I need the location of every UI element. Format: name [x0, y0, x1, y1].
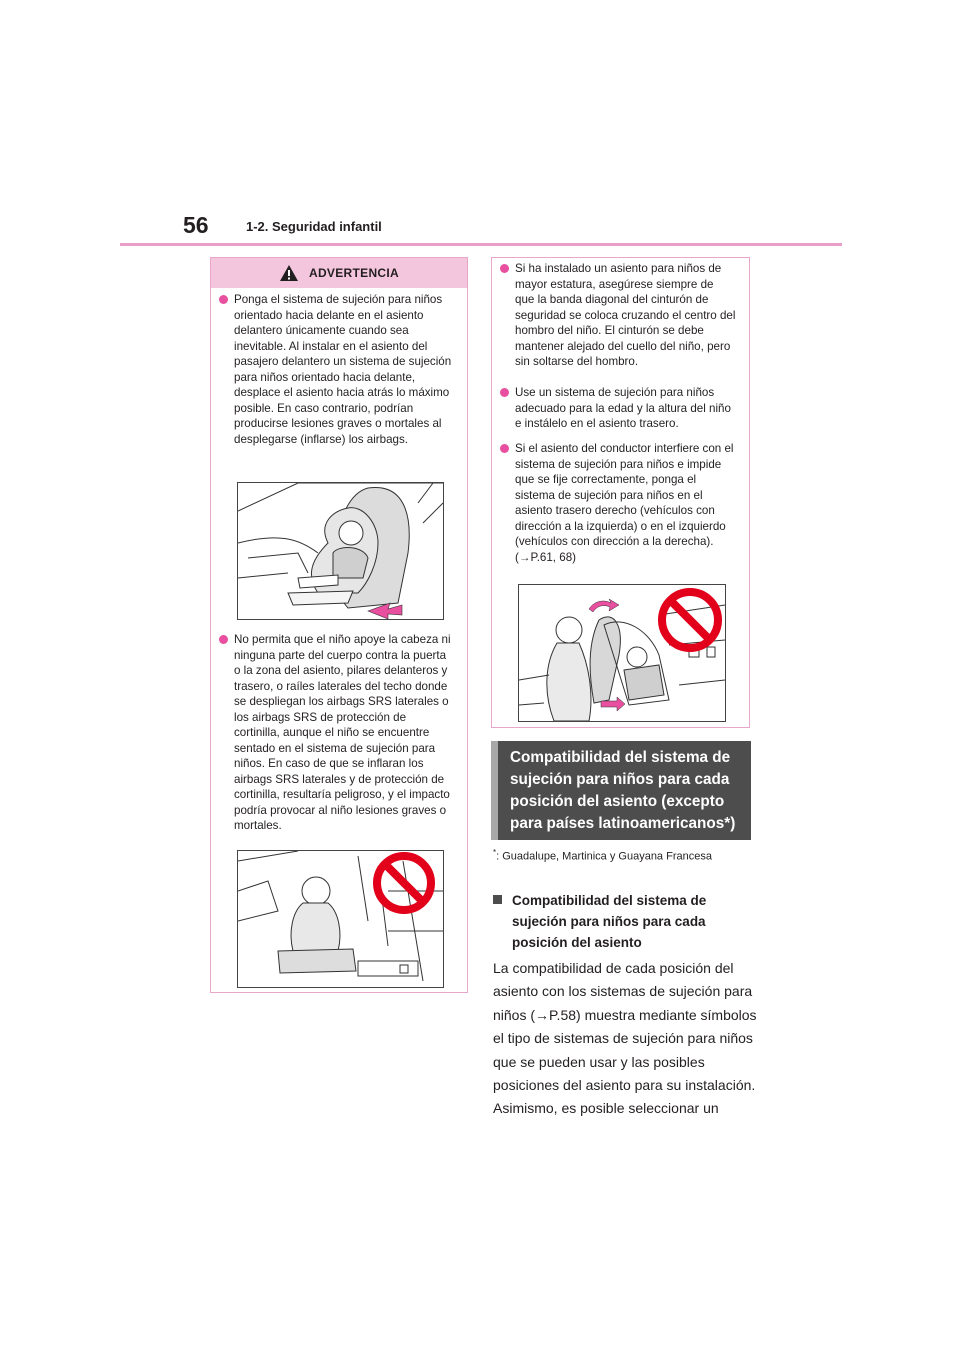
info-bullet-text: Si ha instalado un asiento para niños de mayor estatura, asegúrese siempre de que la banda diagonal del cinturón de seguridad se coloca cruzando el centro del hombro del niño. El cinturón se debe mantener alejado del cuello del niño, pero sin soltarse del hombro. — [515, 262, 736, 368]
info-bullet-1 — [500, 261, 736, 370]
compat-heading: Compatibilidad del sistema de sujeción para niños para cada posición del asiento (excepto para países latinoamericanos*) — [510, 749, 736, 832]
page-number: 56 — [183, 212, 209, 238]
sub-heading-text: Compatibilidad del sistema de sujeción para niños para cada posición del asiento — [512, 893, 707, 950]
info-bullet-text: Use un sistema de sujeción para niños adecuado para la edad y la altura del niño e instálelo en el asiento trasero. — [515, 386, 731, 430]
illustration-child-leaning-door — [237, 850, 444, 988]
illustration-front-seat-child — [237, 482, 444, 620]
footnote — [493, 842, 751, 868]
info-bullet-3 — [500, 441, 736, 565]
warning-bullet-text: Ponga el sistema de sujeción para niños orientado hacia delante en el asiento delantero únicamente cuando sea inevitable. Al instalar en el asiento del pasajero delantero un sistema de sujeción para niños orientado hacia delante, desplace el asiento hacia atrás lo máximo posible. En caso contrario, podrían producirse lesiones graves o mortales al desplegarse (inflarse) los airbags. — [234, 293, 452, 446]
illustration-driver-seat-interference — [518, 584, 726, 722]
bullet-dot — [219, 635, 228, 644]
info-bullet-2 — [500, 385, 736, 432]
sub-heading-square-icon — [493, 895, 502, 904]
footnote-text: : Guadalupe, Martinica y Guayana Francesa — [496, 850, 712, 863]
warning-header — [211, 258, 467, 288]
info-bullet-text: Si el asiento del conductor interfiere con el sistema de sujeción para niños e impide que se fije correctamente, ponga el sistema de sujeción para niños en el asiento trasero derecho (vehículos con dirección a la izquierda) o en el izquierdo (vehículos con dirección a la derecha). (→P.61, 68) — [515, 442, 734, 564]
section-title: 1-2. Seguridad infantil — [246, 219, 382, 234]
warning-triangle-icon — [279, 264, 299, 282]
bullet-dot — [500, 264, 509, 273]
bullet-dot — [500, 444, 509, 453]
warning-title: ADVERTENCIA — [309, 266, 399, 280]
body-text: La compatibilidad de cada posición del asiento con los sistemas de sujeción para niños (→P.58) muestra mediante símbolos el tipo de sistemas de sujeción para niños que se pueden usar y las posibles posiciones del asiento para su instalación. Asimismo, es posible seleccionar un — [493, 960, 757, 1117]
warning-bullet-1 — [219, 292, 455, 447]
info-box — [491, 257, 750, 728]
bullet-dot — [219, 295, 228, 304]
prohibition-icon — [372, 851, 436, 915]
prohibition-icon — [657, 587, 723, 653]
sub-heading — [493, 890, 751, 953]
footnote-mark: * — [493, 848, 497, 857]
warning-bullet-2 — [219, 632, 455, 834]
compat-heading-box — [491, 741, 751, 840]
bullet-dot — [500, 388, 509, 397]
warning-box — [210, 257, 468, 993]
header-rule — [120, 243, 842, 246]
warning-bullet-text: No permita que el niño apoye la cabeza ni ninguna parte del cuerpo contra la puerta o la zona del asiento, pilares delanteros y trasero, o raíles laterales del techo donde se despliegan los airbags SRS laterales o los airbags SRS de protección de cortinilla, aunque el niño se encuentre sentado en el sistema de sujeción para niños. En caso de que se inflaran los airbags SRS laterales y de protección de cortinilla, resultaría peligroso, y el impacto podría provocar al niño lesiones graves o mortales. — [234, 633, 451, 832]
